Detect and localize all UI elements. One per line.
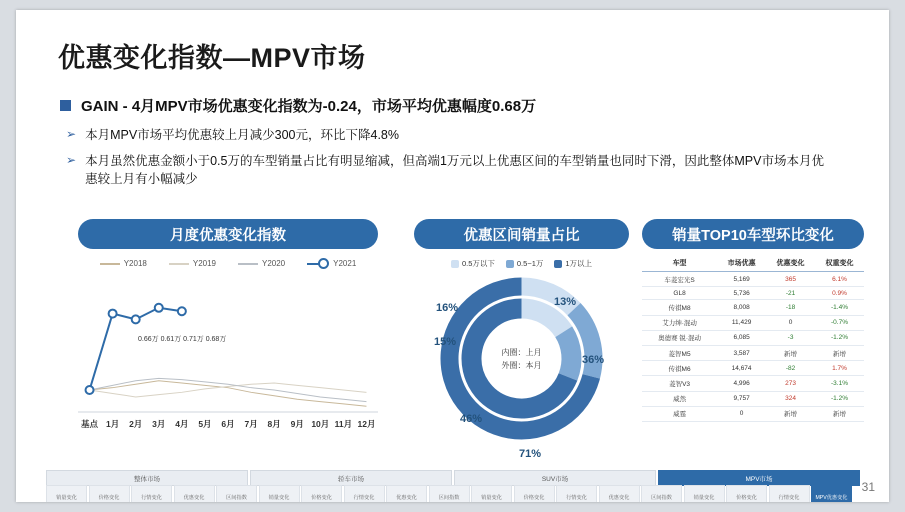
table-column-header: 权重变化 [815,255,864,272]
pie-label-outer-3: 46% [460,413,483,425]
sub-bullet-2 [66,152,826,188]
footer-tab-13[interactable]: 优惠 变化 [599,485,640,502]
pie-legend-item [451,258,495,269]
line-chart-x-axis [78,418,378,430]
footer-tab-12[interactable]: 行情 变化 [556,485,597,502]
legend-label: Y2019 [192,259,216,268]
line-chart-plot [78,272,378,432]
table-cell: 9,757 [717,391,766,406]
table-cell: 威霆 [642,406,717,421]
x-tick-label: 7月 [244,419,258,429]
footer-tab-8[interactable]: 优惠 变化 [386,485,427,502]
table-cell: 新增 [815,345,864,360]
sub-bullet-1 [66,126,766,144]
footer-tab-1[interactable]: 价格 变化 [89,485,130,502]
line-chart-legend [78,258,378,269]
main-bullet-text: GAIN - 4月MPV市场优惠变化指数为-0.24，市场平均优惠幅度0.68万 [81,98,537,115]
legend-swatch-icon [506,260,514,268]
legend-swatch-icon [451,260,459,268]
footer-tab-5[interactable]: 销量 变化 [259,485,300,502]
arrow-icon: ➢ [66,127,77,141]
table-cell: -1.4% [815,300,864,315]
legend-label: Y2021 [333,259,357,268]
pie-legend-label: 0.5~1万 [516,259,544,268]
x-tick-label: 2月 [129,419,143,429]
donut-center-label [491,328,553,390]
page-title: 优惠变化指数—MPV市场 [58,43,366,73]
table-cell: 5,736 [717,287,766,300]
legend-line-icon [169,263,189,265]
legend-item [238,258,285,269]
footer-tab-14[interactable]: 区间 指数 [641,485,682,502]
footer-tab-17[interactable]: 行情 变化 [769,485,810,502]
table-row [642,272,864,287]
table-cell: 8,008 [717,300,766,315]
table-cell: 传祺M8 [642,300,717,315]
table-cell: 菱智V3 [642,376,717,391]
footer-tab-10[interactable]: 销量 变化 [471,485,512,502]
page-number: 31 [861,480,875,494]
line-chart [78,258,378,458]
x-tick-label: 3月 [152,419,166,429]
table-cell: 11,429 [717,315,766,330]
footer-tab-3[interactable]: 优惠 变化 [174,485,215,502]
legend-line-icon [238,263,258,265]
table-cell: 0 [717,406,766,421]
table-row [642,345,864,360]
x-tick-label: 5月 [198,419,212,429]
legend-label: Y2018 [123,259,147,268]
table-row [642,361,864,376]
table-cell: -1.2% [815,330,864,345]
footer-group-1[interactable]: 轿车市场 [250,470,452,486]
table-cell: 0.9% [815,287,864,300]
table-cell: 6,085 [717,330,766,345]
table-cell: -21 [766,287,815,300]
top10-table [642,255,864,422]
footer-group-3[interactable]: MPV市场 [658,470,860,486]
arrow-icon: ➢ [66,153,77,167]
x-tick-label: 12月 [357,419,376,429]
pie-legend-item [506,258,543,269]
table-cell: 0 [766,315,815,330]
table-column-header: 市场优惠 [717,255,766,272]
panel-title-line-chart: 月度优惠变化指数 [78,219,378,249]
pie-label-outer-1: 16% [436,302,459,314]
pie-label-inner-3: 71% [519,448,542,460]
table-cell: 6.1% [815,272,864,287]
table-row [642,330,864,345]
table-cell: 324 [766,391,815,406]
x-tick-label: 11月 [334,419,353,429]
pie-chart-legend [414,258,629,269]
table-cell: -0.7% [815,315,864,330]
table-cell: 3,587 [717,345,766,360]
table-cell: 365 [766,272,815,287]
table-cell: -18 [766,300,815,315]
table-cell: 4,996 [717,376,766,391]
table-body [642,272,864,422]
table-row [642,315,864,330]
table-cell: -1.2% [815,391,864,406]
table-cell: 新增 [815,406,864,421]
footer-tab-11[interactable]: 价格 变化 [514,485,555,502]
footer-tab-7[interactable]: 行情 变化 [344,485,385,502]
legend-swatch-icon [554,260,562,268]
pie-legend-label: 1万以上 [565,259,593,268]
table-cell: 1.7% [815,361,864,376]
outer-ring-label: 外圈：本月 [501,360,542,370]
table-cell: 14,674 [717,361,766,376]
main-bullet [60,95,536,116]
table-cell: 新增 [766,406,815,421]
pie-label-inner-2: 36% [582,354,605,366]
footer-tab-2[interactable]: 行情 变化 [131,485,172,502]
table-cell: 艾力绅·混动 [642,315,717,330]
footer-tab-15[interactable]: 销量 变化 [684,485,725,502]
inner-ring-label: 内圈：上月 [501,347,542,357]
line-chart-data-labels: 0.66万 0.61万 0.71万 0.68万 [138,336,227,343]
slide-canvas [16,10,889,502]
legend-marker-icon [318,258,329,269]
pie-legend-item [554,258,592,269]
table-row [642,406,864,421]
x-tick-label: 8月 [267,419,281,429]
table-cell: 菱智M5 [642,345,717,360]
footer-group-0[interactable]: 整体市场 [46,470,248,486]
table-row [642,287,864,300]
footer-tab-0[interactable]: 销量 变化 [46,485,87,502]
pie-chart [414,258,629,463]
x-tick-label: 1月 [106,419,120,429]
x-tick-label: 基点 [81,419,99,429]
table-row [642,391,864,406]
table-row [642,300,864,315]
footer-tab-6[interactable]: 价格 变化 [301,485,342,502]
footer-tab-4[interactable]: 区间 指数 [216,485,257,502]
legend-item [307,258,356,269]
pie-legend-label: 0.5万以下 [461,259,495,268]
x-tick-label: 4月 [175,419,189,429]
legend-label: Y2020 [262,259,286,268]
panel-title-table: 销量TOP10车型环比变化 [642,219,864,249]
table-cell: -3.1% [815,376,864,391]
table-cell: 威然 [642,391,717,406]
table-cell: 新增 [766,345,815,360]
sub-bullet-2-text: 本月虽然优惠金额小于0.5万的车型销量占比有明显缩减，但高端1万元以上优惠区间的车型销量也同时下滑，因此整体MPV市场本月优惠较上月有小幅减少 [85,154,824,186]
pie-label-inner-1: 13% [554,296,577,308]
pie-label-outer-2: 15% [434,336,457,348]
footer-tab-18[interactable]: MPV 优惠变化 [811,485,852,502]
table-cell: 273 [766,376,815,391]
x-tick-label: 6月 [221,419,235,429]
legend-item [100,258,147,269]
table-cell: -82 [766,361,815,376]
legend-item [169,258,216,269]
x-tick-label: 9月 [290,419,304,429]
table-column-header: 优惠变化 [766,255,815,272]
table-cell: GL8 [642,287,717,300]
table-cell: 车菱宏光S [642,272,717,287]
x-tick-label: 10月 [311,419,330,429]
table-cell: 奥德赛 锐·混动 [642,330,717,345]
footer-group-2[interactable]: SUV市场 [454,470,656,486]
table-column-header: 车型 [642,255,717,272]
table-header-row [642,255,864,272]
table-cell: 传祺M6 [642,361,717,376]
footer-tab-16[interactable]: 价格 变化 [726,485,767,502]
table-row [642,376,864,391]
legend-line-icon [100,263,120,265]
table-cell: 5,169 [717,272,766,287]
bullet-square-icon [60,100,71,111]
panel-title-pie-chart: 优惠区间销量占比 [414,219,629,249]
footer-nav[interactable] [46,470,862,502]
table-cell: -3 [766,330,815,345]
sub-bullet-1-text: 本月MPV市场平均优惠较上月减少300元，环比下降4.8% [85,128,399,142]
footer-tab-9[interactable]: 区间 指数 [429,485,470,502]
